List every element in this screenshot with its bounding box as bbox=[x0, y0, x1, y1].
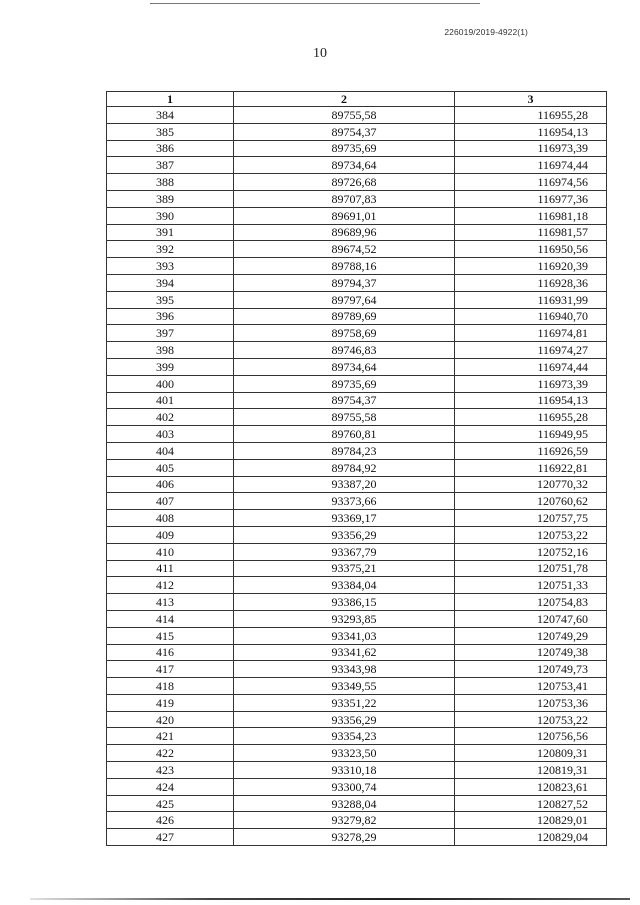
x-coordinate-cell: 93386,15 bbox=[234, 594, 455, 611]
table-row bbox=[107, 375, 607, 392]
y-coordinate-cell: 116949,95 bbox=[455, 426, 607, 443]
x-coordinate-cell: 89784,92 bbox=[234, 459, 455, 476]
y-coordinate-cell: 116981,57 bbox=[455, 224, 607, 241]
x-coordinate-cell: 93278,29 bbox=[234, 829, 455, 846]
point-number-cell: 421 bbox=[107, 728, 234, 745]
x-coordinate-cell: 89734,64 bbox=[234, 358, 455, 375]
point-number-cell: 385 bbox=[107, 123, 234, 140]
point-number-cell: 393 bbox=[107, 258, 234, 275]
coordinates-table bbox=[106, 91, 607, 846]
x-coordinate-cell: 89789,69 bbox=[234, 308, 455, 325]
y-coordinate-cell: 116974,56 bbox=[455, 174, 607, 191]
table-row bbox=[107, 308, 607, 325]
x-coordinate-cell: 93384,04 bbox=[234, 577, 455, 594]
table-row bbox=[107, 577, 607, 594]
y-coordinate-cell: 120749,38 bbox=[455, 644, 607, 661]
table-row bbox=[107, 442, 607, 459]
point-number-cell: 389 bbox=[107, 190, 234, 207]
y-coordinate-cell: 120753,36 bbox=[455, 694, 607, 711]
point-number-cell: 396 bbox=[107, 308, 234, 325]
y-coordinate-cell: 120747,60 bbox=[455, 610, 607, 627]
point-number-cell: 411 bbox=[107, 560, 234, 577]
x-coordinate-cell: 93279,82 bbox=[234, 812, 455, 829]
table-row bbox=[107, 694, 607, 711]
x-coordinate-cell: 89726,68 bbox=[234, 174, 455, 191]
y-coordinate-cell: 120760,62 bbox=[455, 493, 607, 510]
x-coordinate-cell: 89734,64 bbox=[234, 157, 455, 174]
y-coordinate-cell: 120756,56 bbox=[455, 728, 607, 745]
y-coordinate-cell: 116931,99 bbox=[455, 291, 607, 308]
table-row bbox=[107, 459, 607, 476]
point-number-cell: 403 bbox=[107, 426, 234, 443]
x-coordinate-cell: 89797,64 bbox=[234, 291, 455, 308]
point-number-cell: 386 bbox=[107, 140, 234, 157]
table-row bbox=[107, 274, 607, 291]
point-number-cell: 387 bbox=[107, 157, 234, 174]
x-coordinate-cell: 93300,74 bbox=[234, 778, 455, 795]
x-coordinate-cell: 89755,58 bbox=[234, 409, 455, 426]
table-row bbox=[107, 644, 607, 661]
table-row bbox=[107, 594, 607, 611]
y-coordinate-cell: 116920,39 bbox=[455, 258, 607, 275]
y-coordinate-cell: 120751,78 bbox=[455, 560, 607, 577]
point-number-cell: 397 bbox=[107, 325, 234, 342]
table-row bbox=[107, 224, 607, 241]
point-number-cell: 400 bbox=[107, 375, 234, 392]
y-coordinate-cell: 116973,39 bbox=[455, 140, 607, 157]
point-number-cell: 398 bbox=[107, 342, 234, 359]
table-row bbox=[107, 543, 607, 560]
point-number-cell: 391 bbox=[107, 224, 234, 241]
table-row bbox=[107, 123, 607, 140]
x-coordinate-cell: 89707,83 bbox=[234, 190, 455, 207]
x-coordinate-cell: 93310,18 bbox=[234, 762, 455, 779]
point-number-cell: 427 bbox=[107, 829, 234, 846]
point-number-cell: 390 bbox=[107, 207, 234, 224]
table-row bbox=[107, 358, 607, 375]
table-row bbox=[107, 812, 607, 829]
y-coordinate-cell: 120757,75 bbox=[455, 510, 607, 527]
table-header-row bbox=[107, 92, 607, 107]
point-number-cell: 392 bbox=[107, 241, 234, 258]
point-number-cell: 415 bbox=[107, 627, 234, 644]
x-coordinate-cell: 93349,55 bbox=[234, 678, 455, 695]
point-number-cell: 408 bbox=[107, 510, 234, 527]
point-number-cell: 409 bbox=[107, 526, 234, 543]
table-row bbox=[107, 157, 607, 174]
table-row bbox=[107, 610, 607, 627]
x-coordinate-cell: 93351,22 bbox=[234, 694, 455, 711]
x-coordinate-cell: 89746,83 bbox=[234, 342, 455, 359]
table-row bbox=[107, 627, 607, 644]
point-number-cell: 399 bbox=[107, 358, 234, 375]
y-coordinate-cell: 116974,27 bbox=[455, 342, 607, 359]
y-coordinate-cell: 116922,81 bbox=[455, 459, 607, 476]
table-row bbox=[107, 174, 607, 191]
table-row bbox=[107, 107, 607, 124]
x-coordinate-cell: 93354,23 bbox=[234, 728, 455, 745]
x-coordinate-cell: 93341,62 bbox=[234, 644, 455, 661]
y-coordinate-cell: 116974,44 bbox=[455, 157, 607, 174]
table-row bbox=[107, 678, 607, 695]
x-coordinate-cell: 93323,50 bbox=[234, 745, 455, 762]
table-row bbox=[107, 560, 607, 577]
y-coordinate-cell: 116926,59 bbox=[455, 442, 607, 459]
point-number-cell: 423 bbox=[107, 762, 234, 779]
x-coordinate-cell: 89760,81 bbox=[234, 426, 455, 443]
point-number-cell: 424 bbox=[107, 778, 234, 795]
table-row bbox=[107, 325, 607, 342]
table-row bbox=[107, 526, 607, 543]
point-number-cell: 417 bbox=[107, 661, 234, 678]
point-number-cell: 418 bbox=[107, 678, 234, 695]
x-coordinate-cell: 93293,85 bbox=[234, 610, 455, 627]
point-number-cell: 407 bbox=[107, 493, 234, 510]
table-row bbox=[107, 778, 607, 795]
table-row bbox=[107, 291, 607, 308]
x-coordinate-cell: 89689,96 bbox=[234, 224, 455, 241]
column-header-2: 2 bbox=[234, 92, 455, 107]
x-coordinate-cell: 89794,37 bbox=[234, 274, 455, 291]
page-number: 10 bbox=[313, 46, 327, 61]
y-coordinate-cell: 116974,81 bbox=[455, 325, 607, 342]
x-coordinate-cell: 93356,29 bbox=[234, 711, 455, 728]
point-number-cell: 422 bbox=[107, 745, 234, 762]
x-coordinate-cell: 89674,52 bbox=[234, 241, 455, 258]
x-coordinate-cell: 93288,04 bbox=[234, 795, 455, 812]
point-number-cell: 414 bbox=[107, 610, 234, 627]
point-number-cell: 405 bbox=[107, 459, 234, 476]
y-coordinate-cell: 120752,16 bbox=[455, 543, 607, 560]
y-coordinate-cell: 120754,83 bbox=[455, 594, 607, 611]
x-coordinate-cell: 93356,29 bbox=[234, 526, 455, 543]
table-row bbox=[107, 795, 607, 812]
point-number-cell: 412 bbox=[107, 577, 234, 594]
y-coordinate-cell: 116981,18 bbox=[455, 207, 607, 224]
point-number-cell: 410 bbox=[107, 543, 234, 560]
x-coordinate-cell: 89735,69 bbox=[234, 375, 455, 392]
point-number-cell: 384 bbox=[107, 107, 234, 124]
table-row bbox=[107, 762, 607, 779]
x-coordinate-cell: 89754,37 bbox=[234, 123, 455, 140]
table-row bbox=[107, 392, 607, 409]
point-number-cell: 394 bbox=[107, 274, 234, 291]
x-coordinate-cell: 93375,21 bbox=[234, 560, 455, 577]
table-row bbox=[107, 510, 607, 527]
point-number-cell: 406 bbox=[107, 476, 234, 493]
top-edge-line bbox=[150, 3, 480, 4]
y-coordinate-cell: 116954,13 bbox=[455, 123, 607, 140]
x-coordinate-cell: 93343,98 bbox=[234, 661, 455, 678]
table-row bbox=[107, 409, 607, 426]
y-coordinate-cell: 116955,28 bbox=[455, 107, 607, 124]
table-row bbox=[107, 711, 607, 728]
point-number-cell: 426 bbox=[107, 812, 234, 829]
x-coordinate-cell: 93387,20 bbox=[234, 476, 455, 493]
table-row bbox=[107, 207, 607, 224]
table-row bbox=[107, 140, 607, 157]
table-row bbox=[107, 342, 607, 359]
y-coordinate-cell: 120829,01 bbox=[455, 812, 607, 829]
y-coordinate-cell: 120753,22 bbox=[455, 526, 607, 543]
y-coordinate-cell: 116955,28 bbox=[455, 409, 607, 426]
y-coordinate-cell: 120753,41 bbox=[455, 678, 607, 695]
point-number-cell: 425 bbox=[107, 795, 234, 812]
table-row bbox=[107, 661, 607, 678]
x-coordinate-cell: 93367,79 bbox=[234, 543, 455, 560]
y-coordinate-cell: 120809,31 bbox=[455, 745, 607, 762]
table-body bbox=[107, 107, 607, 846]
y-coordinate-cell: 120749,73 bbox=[455, 661, 607, 678]
column-header-3: 3 bbox=[455, 92, 607, 107]
x-coordinate-cell: 93341,03 bbox=[234, 627, 455, 644]
x-coordinate-cell: 89754,37 bbox=[234, 392, 455, 409]
table-row bbox=[107, 241, 607, 258]
document-reference: 226019/2019-4922(1) bbox=[444, 27, 528, 37]
column-header-1: 1 bbox=[107, 92, 234, 107]
x-coordinate-cell: 93369,17 bbox=[234, 510, 455, 527]
table-row bbox=[107, 728, 607, 745]
y-coordinate-cell: 120749,29 bbox=[455, 627, 607, 644]
point-number-cell: 420 bbox=[107, 711, 234, 728]
table-row bbox=[107, 426, 607, 443]
point-number-cell: 395 bbox=[107, 291, 234, 308]
y-coordinate-cell: 120829,04 bbox=[455, 829, 607, 846]
x-coordinate-cell: 93373,66 bbox=[234, 493, 455, 510]
table-row bbox=[107, 258, 607, 275]
y-coordinate-cell: 116928,36 bbox=[455, 274, 607, 291]
bottom-scan-line bbox=[30, 898, 630, 900]
y-coordinate-cell: 116954,13 bbox=[455, 392, 607, 409]
point-number-cell: 419 bbox=[107, 694, 234, 711]
x-coordinate-cell: 89788,16 bbox=[234, 258, 455, 275]
y-coordinate-cell: 116974,44 bbox=[455, 358, 607, 375]
table-row bbox=[107, 190, 607, 207]
y-coordinate-cell: 116977,36 bbox=[455, 190, 607, 207]
y-coordinate-cell: 120819,31 bbox=[455, 762, 607, 779]
point-number-cell: 388 bbox=[107, 174, 234, 191]
y-coordinate-cell: 116940,70 bbox=[455, 308, 607, 325]
table-row bbox=[107, 829, 607, 846]
point-number-cell: 401 bbox=[107, 392, 234, 409]
point-number-cell: 402 bbox=[107, 409, 234, 426]
y-coordinate-cell: 120823,61 bbox=[455, 778, 607, 795]
point-number-cell: 404 bbox=[107, 442, 234, 459]
y-coordinate-cell: 120770,32 bbox=[455, 476, 607, 493]
point-number-cell: 416 bbox=[107, 644, 234, 661]
x-coordinate-cell: 89784,23 bbox=[234, 442, 455, 459]
point-number-cell: 413 bbox=[107, 594, 234, 611]
table-row bbox=[107, 493, 607, 510]
y-coordinate-cell: 120753,22 bbox=[455, 711, 607, 728]
y-coordinate-cell: 116973,39 bbox=[455, 375, 607, 392]
y-coordinate-cell: 120827,52 bbox=[455, 795, 607, 812]
table-row bbox=[107, 745, 607, 762]
x-coordinate-cell: 89755,58 bbox=[234, 107, 455, 124]
x-coordinate-cell: 89691,01 bbox=[234, 207, 455, 224]
y-coordinate-cell: 116950,56 bbox=[455, 241, 607, 258]
x-coordinate-cell: 89735,69 bbox=[234, 140, 455, 157]
table-row bbox=[107, 476, 607, 493]
x-coordinate-cell: 89758,69 bbox=[234, 325, 455, 342]
y-coordinate-cell: 120751,33 bbox=[455, 577, 607, 594]
